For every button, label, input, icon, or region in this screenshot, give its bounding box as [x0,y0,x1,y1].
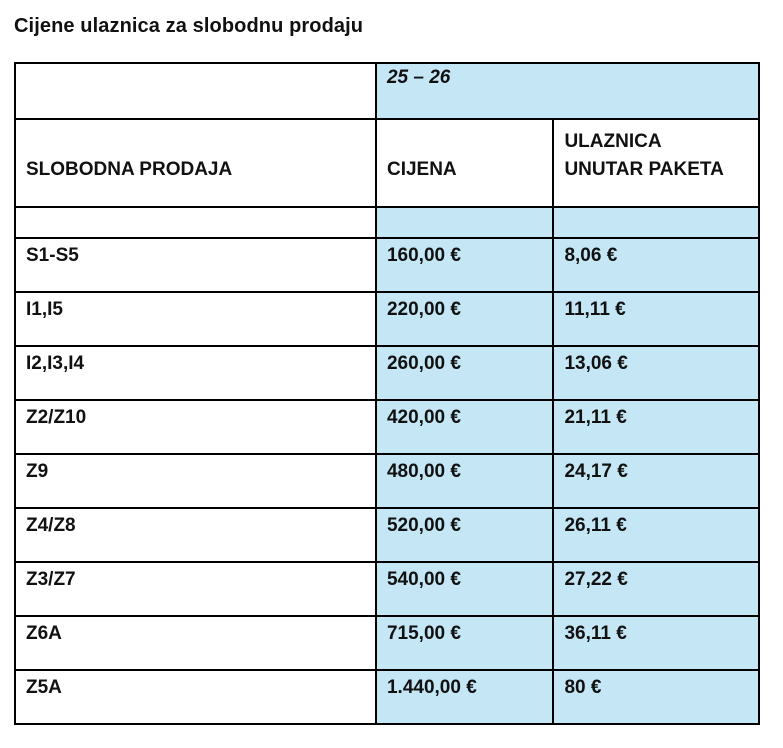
price-cell: 1.440,00 € [376,670,553,724]
package-price-cell: 80 € [553,670,759,724]
price-table [14,62,760,725]
category-cell: I1,I5 [15,292,376,346]
category-cell: Z6A [15,616,376,670]
page-title: Cijene ulaznica za slobodnu prodaju [14,15,364,37]
price-cell: 260,00 € [376,346,553,400]
empty-corner-cell [15,63,376,119]
price-cell: 540,00 € [376,562,553,616]
table-row [15,346,759,400]
category-cell: Z9 [15,454,376,508]
category-cell: Z3/Z7 [15,562,376,616]
table-row [15,562,759,616]
spacer-cell [376,207,553,238]
table-row [15,292,759,346]
spacer-cell [553,207,759,238]
package-price-cell: 11,11 € [553,292,759,346]
price-header: CIJENA [376,119,553,207]
category-cell: Z2/Z10 [15,400,376,454]
category-cell: I2,I3,I4 [15,346,376,400]
package-price-cell: 27,22 € [553,562,759,616]
table-row [15,670,759,724]
price-cell: 715,00 € [376,616,553,670]
price-cell: 520,00 € [376,508,553,562]
package-price-cell: 13,06 € [553,346,759,400]
price-cell: 480,00 € [376,454,553,508]
package-price-cell: 21,11 € [553,400,759,454]
package-price-cell: 36,11 € [553,616,759,670]
package-header [553,119,759,207]
category-header: SLOBODNA PRODAJA [15,119,376,207]
table-row [15,508,759,562]
table-row [15,238,759,292]
package-header-line1: ULAZNICA [564,131,662,152]
table-row [15,454,759,508]
price-cell: 220,00 € [376,292,553,346]
season-row [15,63,759,119]
package-price-cell: 24,17 € [553,454,759,508]
price-cell: 420,00 € [376,400,553,454]
category-cell: S1-S5 [15,238,376,292]
category-cell: Z4/Z8 [15,508,376,562]
package-price-cell: 8,06 € [553,238,759,292]
spacer-row [15,207,759,238]
season-label: 25 – 26 [376,63,759,119]
package-header-line2: UNUTAR PAKETA [564,159,724,180]
price-cell: 160,00 € [376,238,553,292]
header-row [15,119,759,207]
table-row [15,400,759,454]
package-price-cell: 26,11 € [553,508,759,562]
table-row [15,616,759,670]
category-cell: Z5A [15,670,376,724]
spacer-cell [15,207,376,238]
